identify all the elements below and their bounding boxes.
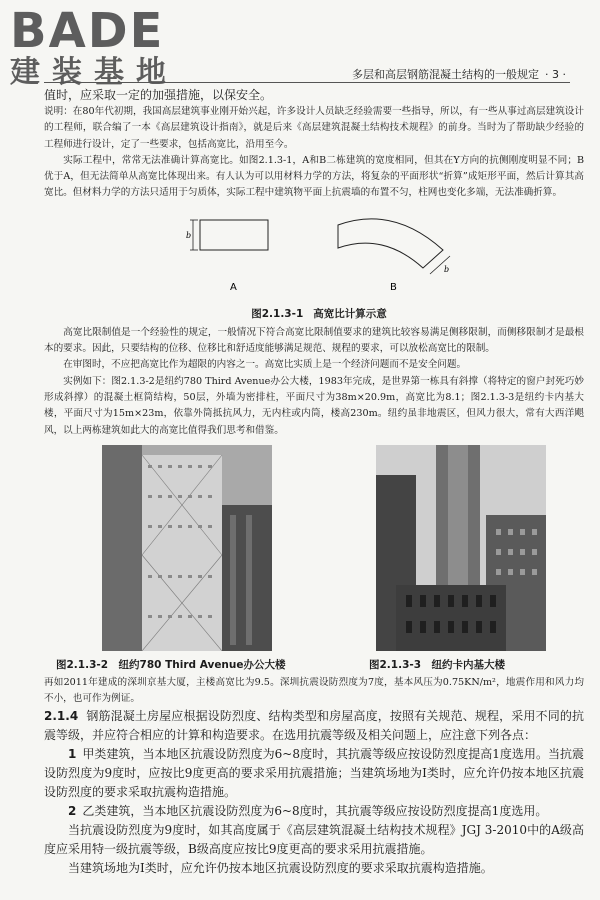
photo-780-third-avenue — [102, 445, 272, 651]
running-header — [352, 66, 566, 82]
logo-english: BADE — [10, 3, 165, 59]
logo-chinese: 建装基地 — [10, 55, 178, 90]
figure-aspect-ratio — [44, 202, 584, 300]
item-2-continued: 当抗震设防烈度为9度时，如其高度属于《高层建筑混凝土结构技术规程》JGJ 3-2010中的A级高度应采用特一级抗震等级，B级高度应按比9度更高的要求采用抗震措施。 — [44, 823, 584, 857]
figure1-caption-text: 高宽比计算示意 — [313, 307, 387, 320]
item-1-text: 甲类建筑，当本地区抗震设防烈度为6~8度时，其抗震等级应按设防烈度提高1度选用。当抗震设防烈度为9度时，应按比9度更高的要求采用抗震措施；当建筑场地为Ⅰ类时，应允许仍按本地区抗震设防烈度的要求采取抗震构造措施。 — [44, 747, 584, 800]
aspect-ratio-diagram — [178, 210, 478, 300]
building-photos — [44, 445, 584, 651]
item-2-number: 2 — [68, 804, 77, 819]
paragraph-shenzhen: 再如2011年建成的深圳京基大厦，主楼高宽比为9.5。深圳抗震设防烈度为7度，基本风压为0.75KN/m²，地震作用和风力均不小，也可作为例证。 — [44, 676, 584, 705]
figure1-caption — [44, 306, 584, 321]
plan-rect-a — [200, 220, 268, 250]
paragraph-examples: 实例如下：图2.1.3-2是纽约780 Third Avenue办公大楼，1983年完成，是世界第一栋具有斜撑（将特定的窗户封死巧妙形成斜撑）的混凝土框筒结构，50层，外墙为密排柱，平面尺寸为38m×20.9m，高宽比为8.1；图2.1.3-3是纽约卡内基大楼，平面尺寸为15m×23m，依靠外筒抵抗风力，无内柱或内筒，楼高230m。纽约虽非地震区，但风力很大，常有大西洋飓风，以上两栋建筑如此大的高宽比值得我们思考和借鉴。 — [44, 375, 584, 436]
section-number: 2.1.4 — [44, 709, 79, 724]
paragraph-review: 在审图时，不应把高宽比作为超限的内容之一。高宽比实质上是一个经济问题而不是安全问题。 — [63, 359, 467, 371]
photo-caption-carnegie: 图2.1.3-3 纽约卡内基大楼 — [369, 658, 506, 671]
section-2-1-4 — [44, 707, 584, 745]
header-title: 多层和高层钢筋混凝土结构的一般规定 — [352, 68, 539, 81]
dim-label-b: b — [444, 264, 450, 274]
paragraph-continued: 值时，应采取一定的加强措施，以保安全。 — [44, 88, 273, 102]
plan-curved-b — [338, 219, 443, 268]
page-number: · 3 · — [545, 68, 566, 81]
photo-carnegie-tower — [376, 445, 546, 651]
label-a: A — [230, 281, 237, 293]
dim-label-a: b — [186, 230, 192, 240]
section-text: 钢筋混凝土房屋应根据设防烈度、结构类型和房屋高度，按照有关规范、规程，采用不同的抗震等级，并应符合相应的计算和构造要求。在选用抗震等级及相关问题上，应注意下列各点： — [44, 709, 584, 743]
item-1 — [44, 745, 584, 802]
page-content — [44, 86, 584, 878]
item-2-site: 当建筑场地为Ⅰ类时，应允许仍按本地区抗震设防烈度的要求采取抗震构造措施。 — [68, 861, 493, 876]
item-2 — [44, 802, 584, 821]
label-b: B — [390, 281, 397, 293]
paragraph-practice: 实际工程中，常常无法准确计算高宽比。如图2.1.3-1，A和B二栋建筑的宽度相同，但其在Y方向的抗侧刚度明显不同；B优于A，但无法简单从高宽比体现出来。有人认为可以用材料力学的方法，将复杂的平面形状“折算”成矩形平面，然后计算其高宽比。但材料力学的方法只适用于匀质体，实际工程中建筑物平面上抗震墙的布置不匀，柱网也变化多端，无法准确折算。 — [44, 154, 584, 199]
item-2-text: 乙类建筑，当本地区抗震设防烈度为6~8度时，其抗震等级应按设防烈度提高1度选用。 — [82, 804, 548, 819]
figure1-caption-num: 图2.1.3-1 — [251, 307, 304, 320]
photo-caption-780: 图2.1.3-2 纽约780 Third Avenue办公大楼 — [56, 658, 286, 671]
photo-captions — [44, 657, 584, 675]
header-rule — [44, 82, 570, 83]
paragraph-limit: 高宽比限制值是一个经验性的规定，一般情况下符合高宽比限制值要求的建筑比较容易满足侧移限制，而侧移限制才是最根本的要求。因此，只要结构的位移、位移比和舒适度能够满足规范、规程的要求，可以放松高宽比的限制。 — [44, 326, 584, 355]
site-logo — [6, 4, 186, 92]
item-1-number: 1 — [68, 747, 77, 762]
paragraph-note: 说明：在80年代初期，我国高层建筑事业刚开始兴起，许多设计人员缺乏经验需要一些指导，所以，有一些从事过高层建筑设计的工程师，联合编了一本《高层建筑设计指南》，就是后来《高层建筑混凝土结构技术规程》的前身。当时为了帮助缺少经验的工程师进行设计，定了一些要求，包括高宽比，沿用至今。 — [44, 106, 584, 150]
